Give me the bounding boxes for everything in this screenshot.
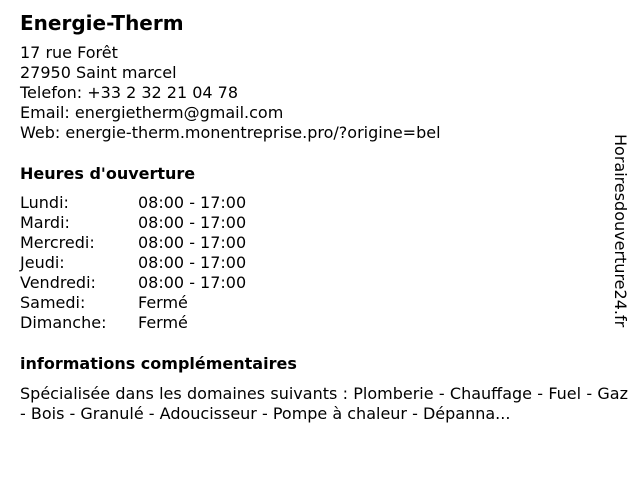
address-street: 17 rue Forêt: [20, 43, 118, 62]
hours-time-value: 08:00 - 17:00: [138, 273, 247, 292]
hours-day-label: Samedi:: [20, 293, 86, 312]
website-url: Web: energie-therm.monentreprise.pro/?origine=bel: [20, 123, 441, 142]
hours-day-label: Vendredi:: [20, 273, 96, 292]
hours-time-value: Fermé: [138, 313, 188, 332]
hours-time-value: Fermé: [138, 293, 188, 312]
watermark-text: Horairesdouverture24.fr: [611, 134, 630, 328]
hours-day-label: Mardi:: [20, 213, 70, 232]
contact-block: [20, 43, 441, 143]
hours-day-label: Dimanche:: [20, 313, 107, 332]
business-name: Energie-Therm: [20, 11, 184, 35]
hours-time-value: 08:00 - 17:00: [138, 193, 247, 212]
address-city: 27950 Saint marcel: [20, 63, 177, 82]
hours-day-label: Mercredi:: [20, 233, 95, 252]
hours-time-value: 08:00 - 17:00: [138, 253, 247, 272]
email-address: Email: energietherm@gmail.com: [20, 103, 284, 122]
site-watermark: [610, 134, 630, 344]
hours-day-label: Jeudi:: [20, 253, 65, 272]
hours-time-value: 08:00 - 17:00: [138, 233, 247, 252]
opening-hours-heading: Heures d'ouverture: [20, 164, 196, 183]
hours-day-label: Lundi:: [20, 193, 69, 212]
hours-time-value: 08:00 - 17:00: [138, 213, 247, 232]
services-description: Spécialisée dans les domaines suivants : Plomberie - Chauffage - Fuel - Gaz - Bois - Granulé - Adoucisseur - Pompe à chaleur - Dépanna...: [20, 384, 628, 423]
additional-info-heading: informations complémentaires: [20, 354, 297, 373]
phone-number: Telefon: +33 2 32 21 04 78: [20, 83, 239, 102]
